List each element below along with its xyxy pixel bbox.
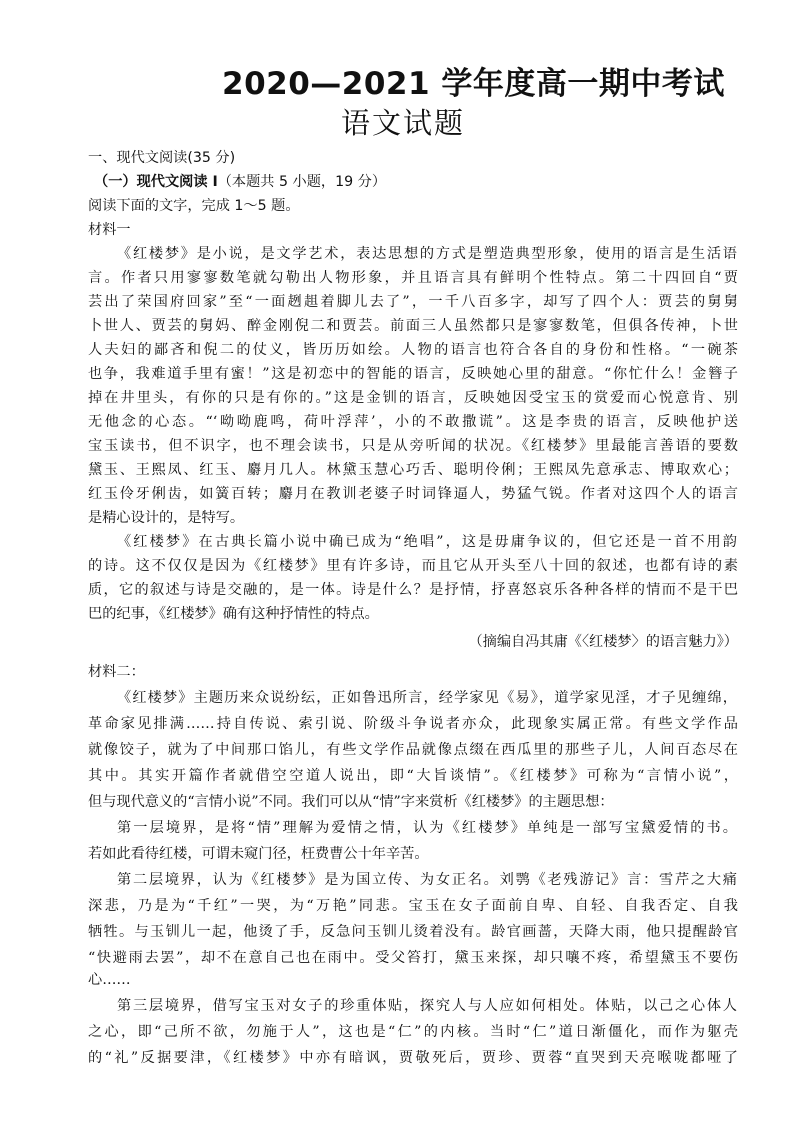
paragraph-line: 是精心设计的，是特写。: [88, 510, 245, 526]
material-two-label: 材料二：: [88, 664, 145, 680]
exam-subtitle: 语文试题: [341, 106, 466, 140]
subsection-title: （一）现代文阅读 I: [94, 174, 218, 190]
paragraph-line: 《红楼梦》主题历来众说纷纭，正如鲁迅所言，经学家见《易》，道学家见淫，才子见缠绵，: [117, 690, 737, 706]
subsection-note: （本题共 5 小题，19 分）: [217, 174, 387, 190]
paragraph-line: 卜世人、贾芸的舅妈、醉金刚倪二和贾芸。前面三人虽然都只是寥寥数笔，但俱各传神，卜世: [88, 318, 738, 334]
section-heading: 一、现代文阅读(35 分): [88, 150, 236, 166]
paragraph-line: 的诗。这不仅仅是因为《红楼梦》里有许多诗，而且它从开头至八十回的叙述，也都有诗的素: [88, 558, 738, 574]
paragraph-line: 质，它的叙述与诗是交融的，是一体。诗是什么？是抒情，抒喜怒哀乐各种各样的情而不是干巴: [88, 582, 738, 598]
paragraph-line: 第一层境界，是将“情”理解为爱情之情，认为《红楼梦》单纯是一部写宝黛爱情的书。: [117, 820, 737, 836]
paragraph-line: 《红楼梦》在古典长篇小说中确已成为“绝唱”，这是毋庸争议的，但它还是一首不用韵: [117, 534, 737, 550]
paragraph-line: 掉在井里头，有你的只是有你的。”这是金钏的语言，反映她因受宝玉的赏爱而心悦意肯、别: [88, 390, 738, 406]
paragraph-line: 之心，即“己所不欲，勿施于人”，这也是“仁”的内核。当时“仁”道日渐僵化，而作为躯壳: [88, 1024, 738, 1040]
paragraph-line: 但与现代意义的“言情小说”不同。我们可以从“情”字来赏析《红楼梦》的主题思想：: [88, 794, 614, 810]
subsection-heading: [94, 170, 744, 194]
source-citation: （摘编自冯其庸《〈红楼梦〉的语言魅力》）: [468, 634, 738, 650]
paragraph-line: 也争，我难道手里有蜜！”这是初恋中的智能的语言，反映她心里的甜意。“你忙什么！金簪子: [88, 366, 738, 382]
paragraph-line: 《红楼梦》是小说，是文学艺术，表达思想的方式是塑造典型形象，使用的语言是生活语: [117, 246, 737, 262]
paragraph-line: 无他念的心态。“‘呦呦鹿鸣，荷叶浮萍’，小的不敢撒谎”。这是李贵的语言，反映他护送: [88, 414, 738, 430]
paragraph-line: 红玉伶牙俐齿，如簧百转；麝月在教训老婆子时词锋逼人，势猛气锐。作者对这四个人的语言: [88, 486, 738, 502]
material-one-label: 材料一: [88, 222, 131, 238]
exam-title: 2020—2021 学年度高一期中考试: [222, 66, 725, 102]
paragraph-line: 牺牲。与玉钏儿一起，他烫了手，反急问玉钏儿烫着没有。龄官画蔷，天降大雨，他只提醒龄官: [88, 924, 738, 940]
paragraph-line: 的“礼”反据要津，《红楼梦》中亦有暗讽，贾敬死后，贾珍、贾蓉“直哭到天亮喉咙都哑了: [88, 1050, 738, 1066]
paragraph-line: “快避雨去罢”，却不在意自己也在雨中。受父笞打，黛玉来探，却只嚷不疼，希望黛玉不要伤: [88, 950, 738, 966]
paragraph-line: 其中。其实开篇作者就借空空道人说出，即“大旨谈情”。《红楼梦》可称为“言情小说”，: [88, 768, 738, 784]
paragraph-line: 深悲，乃是为“千红”一哭，为“万艳”同悲。宝玉在女子面前自卑、自轻、自我否定、自我: [88, 898, 738, 914]
paragraph-line: 第三层境界，借写宝玉对女子的珍重体贴，探究人与人应如何相处。体贴，以己之心体人: [117, 998, 737, 1014]
paragraph-line: 人夫妇的鄙吝和倪二的仗义，皆历历如绘。人物的语言也符合各自的身份和性格。“一碗茶: [88, 342, 738, 358]
paragraph-line: 巴的纪事，《红楼梦》确有这种抒情性的特点。: [88, 606, 379, 622]
paragraph-line: 黛玉、王熙凤、红玉、麝月几人。林黛玉慧心巧舌、聪明伶俐；王熙凤先意承志、博取欢心；: [88, 462, 738, 478]
paragraph-line: 心……: [88, 972, 131, 988]
paragraph-line: 宝玉读书，但不识字，也不理会读书，只是从旁听闻的状况。《红楼梦》里最能言善语的要数: [88, 438, 738, 454]
paragraph-line: 第二层境界，认为《红楼梦》是为国立传、为女正名。刘鹗《老残游记》言：雪芹之大痛: [117, 872, 737, 888]
paragraph-line: 革命家见排满……持自传说、索引说、阶级斗争说者亦众，此现象实属正常。有些文学作品: [88, 716, 738, 732]
instruction-text: 阅读下面的文字，完成 1～5 题。: [88, 198, 300, 214]
paragraph-line: 就像饺子，就为了中间那口馅儿，有些文学作品就像点缀在西瓜里的那些子儿，人间百态尽在: [88, 742, 738, 758]
paragraph-line: 若如此看待红楼，可谓未窥门径，枉费曹公十年辛苦。: [88, 846, 429, 862]
paragraph-line: 芸出了荣国府回家”至“一面趔趄着脚儿去了”，一千八百多字，却写了四个人：贾芸的舅舅: [88, 294, 738, 310]
paragraph-line: 言。作者只用寥寥数笔就勾勒出人物形象，并且语言具有鲜明个性特点。第二十四回自“贾: [88, 270, 738, 286]
